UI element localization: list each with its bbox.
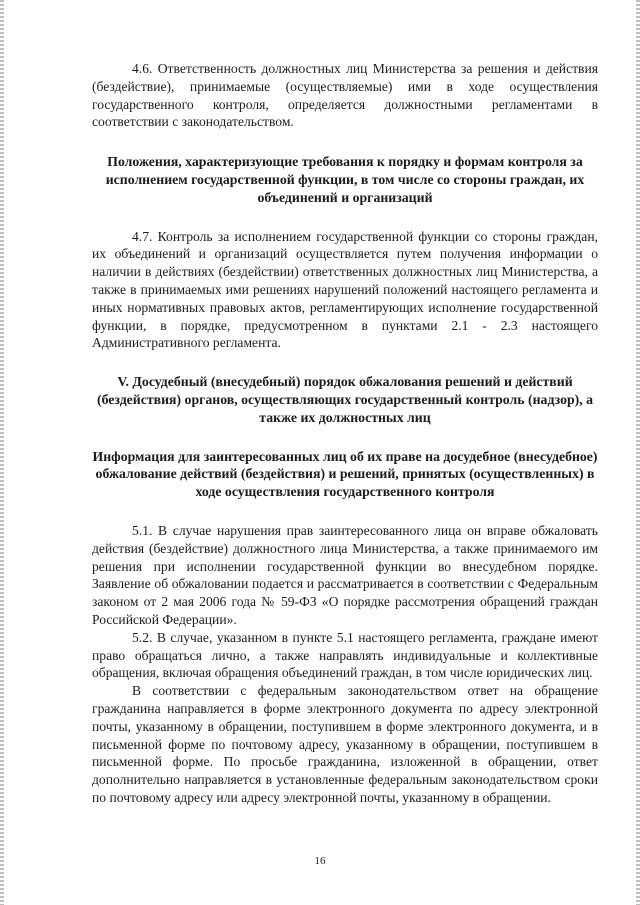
paragraph-5-1: 5.1. В случае нарушения прав заинтересованного лица он вправе обжаловать действия (бездействие) должностного лица Министерства, а также принимаемого им решения при исполнении государственной функции во внесудебном порядке. Заявление об обжаловании подается и рассматривается в соответствии с Федеральным законом от 2 мая 2006 года № 59-ФЗ «О порядке рассмотрения обращений граждан Российской Федерации». [92,522,598,627]
heading-section-v: V. Досудебный (внесудебный) порядок обжалования решений и действий (бездействия) органов, осуществляющих государственный контроль (надзор), а также их должностных лиц [96,374,594,425]
heading-control-provisions: Положения, характеризующие требования к порядку и формам контроля за исполнением государственной функции, в том числе со стороны граждан, их объединений и организаций [105,154,585,205]
page-number: 16 [314,855,326,867]
document-page [92,60,598,807]
scan-edge-right [636,0,640,905]
paragraph-federal-legislation: В соответствии с федеральным законодательством ответ на обращение гражданина направляется в форме электронного документа по адресу электронной почты, указанному в обращении, поступившем в форме электронного документа, и в письменной форме по почтовому адресу, указанному в обращении, поступившем в письменной форме. По просьбе гражданина, изложенной в обращении, ответ дополнительно направляется в установленные федеральным законодательством сроки по почтовому адресу или адресу электронной почты, указанному в обращении. [92,683,598,805]
paragraph-4-7: 4.7. Контроль за исполнением государственной функции со стороны граждан, их объединений и организаций осуществляется путем получения информации о наличии в действиях (бездействии) ответственных должностных лиц Министерства, а также в принимаемых ими решениях нарушений положений настоящего регламента и иных нормативных правовых актов, регламентирующих исполнение государственной функции, в порядке, предусмотренном в пунктами 2.1 - 2.3 настоящего Административного регламента. [92,228,598,351]
heading-appeal-information: Информация для заинтересованных лиц об их праве на досудебное (внесудебное) обжалование действий (бездействия) и решений, принятых (осуществленных) в ходе осуществления государственного контроля [92,448,598,500]
paragraph-4-6: 4.6. Ответственность должностных лиц Министерства за решения и действия (бездействие), принимаемые (осуществляемые) ими в ходе осуществления государственного контроля, определяется должностными регламентами в соответствии с законодательством. [92,61,598,130]
paragraph-5-2: 5.2. В случае, указанном в пункте 5.1 настоящего регламента, граждане имеют право обращаться лично, а также направлять индивидуальные и коллективные обращения, включая обращения объединений граждан, в том числе юридических лиц. [92,629,598,681]
scan-edge-left [0,0,4,905]
